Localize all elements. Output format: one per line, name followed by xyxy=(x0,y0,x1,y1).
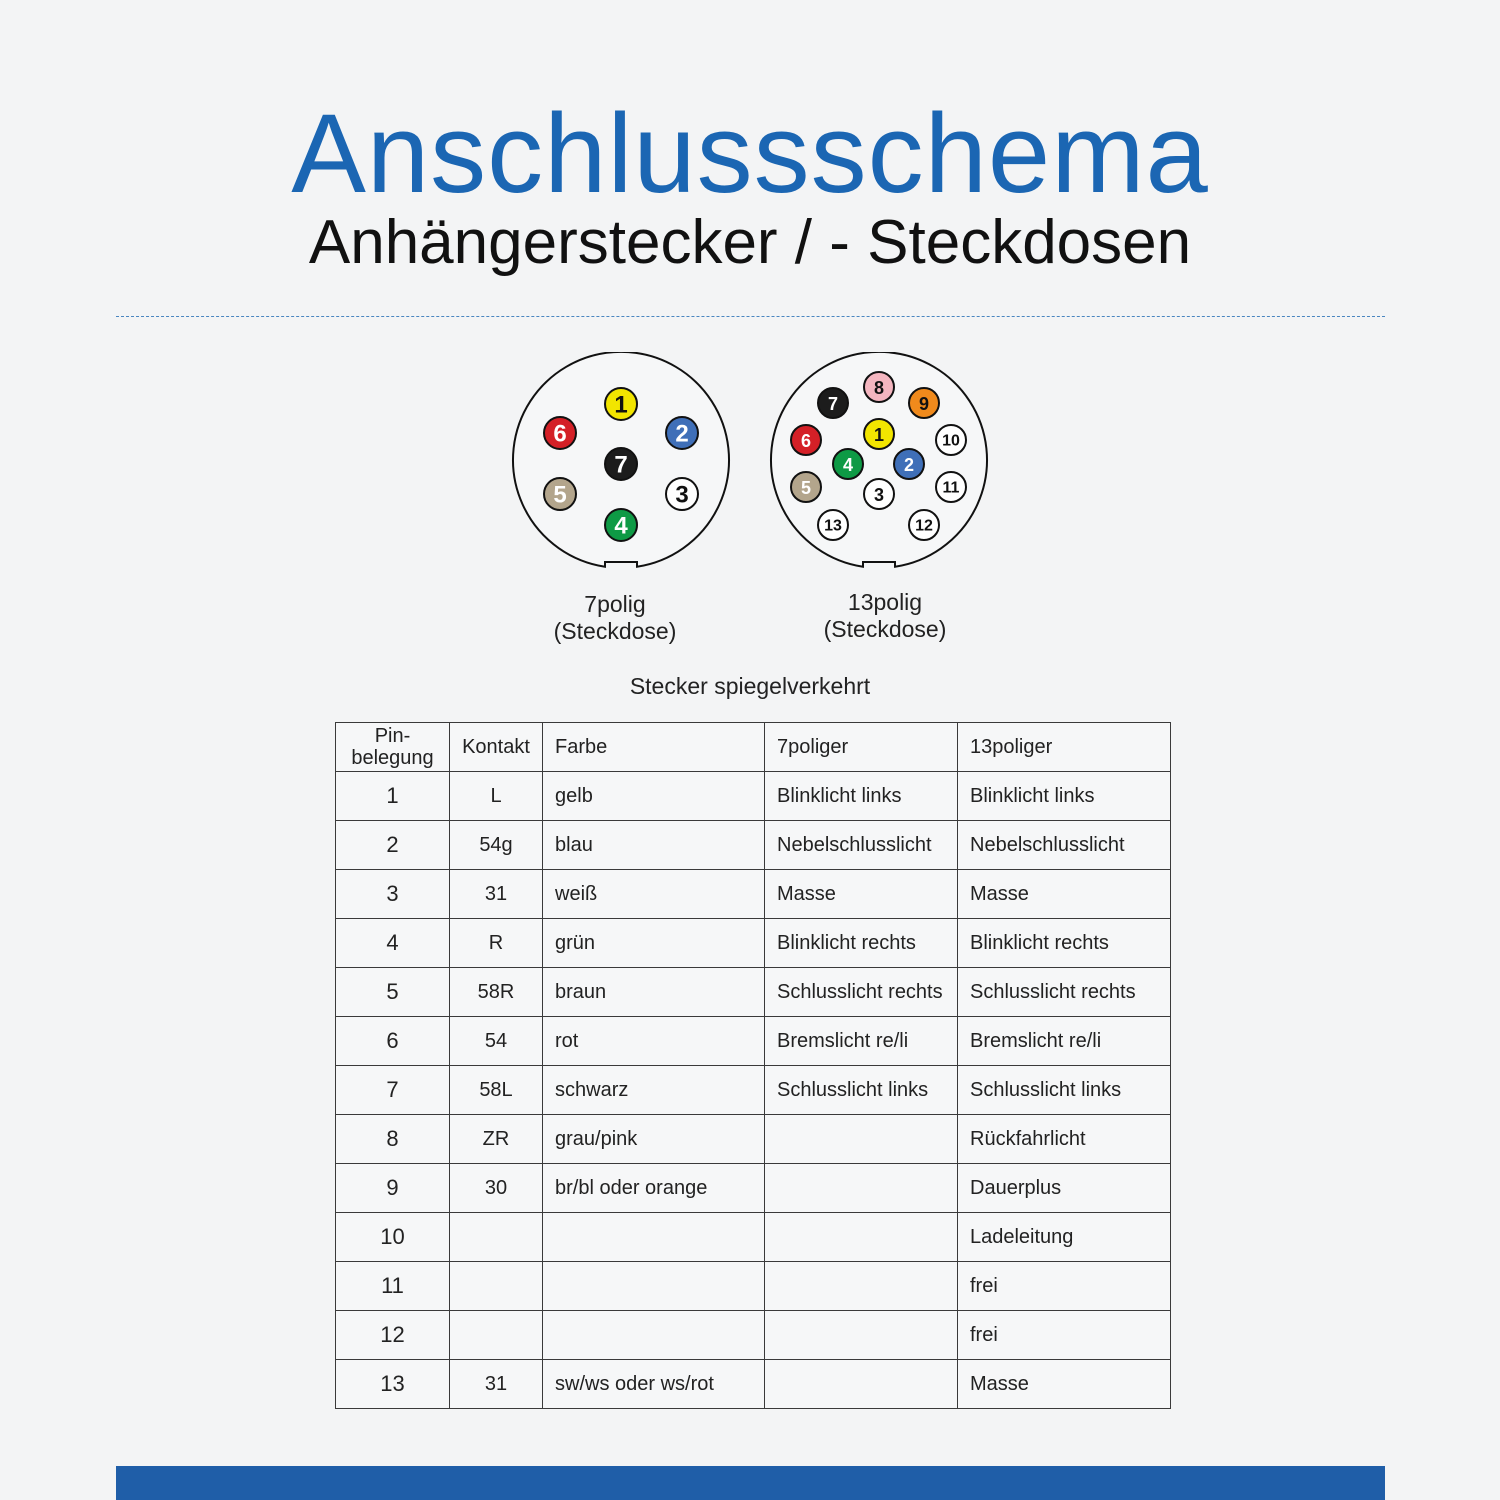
cell-13poliger: frei xyxy=(958,1262,1171,1311)
cell-13poliger: Dauerplus xyxy=(958,1164,1171,1213)
cell-pin: 6 xyxy=(336,1017,450,1066)
socket-7pin-pin-label-6: 6 xyxy=(553,420,567,448)
socket-13pin-pin-label-1: 1 xyxy=(873,425,885,445)
cell-farbe xyxy=(543,1311,765,1360)
table-row xyxy=(336,919,1171,968)
cell-13poliger: Schlusslicht links xyxy=(958,1066,1171,1115)
table-row xyxy=(336,1360,1171,1409)
table-row xyxy=(336,870,1171,919)
cell-7poliger xyxy=(765,1262,958,1311)
socket-13pin-pin-label-3: 3 xyxy=(873,485,885,505)
cell-kontakt: 30 xyxy=(450,1164,543,1213)
socket-7pin-pin-label-4: 4 xyxy=(614,512,628,540)
divider xyxy=(116,316,1385,317)
socket-13pin-pin-label-12: 12 xyxy=(915,517,933,535)
cell-kontakt: 54 xyxy=(450,1017,543,1066)
cell-pin: 7 xyxy=(336,1066,450,1115)
cell-13poliger: Blinklicht links xyxy=(958,772,1171,821)
cell-13poliger: frei xyxy=(958,1311,1171,1360)
cell-pin: 5 xyxy=(336,968,450,1017)
cell-7poliger xyxy=(765,1213,958,1262)
cell-13poliger: Blinklicht rechts xyxy=(958,919,1171,968)
cell-pin: 8 xyxy=(336,1115,450,1164)
cell-pin: 4 xyxy=(336,919,450,968)
table-row xyxy=(336,1164,1171,1213)
table-header-row xyxy=(336,723,1171,772)
cell-7poliger: Blinklicht rechts xyxy=(765,919,958,968)
table-row xyxy=(336,1213,1171,1262)
cell-kontakt: 31 xyxy=(450,1360,543,1409)
cell-farbe: grau/pink xyxy=(543,1115,765,1164)
cell-kontakt: L xyxy=(450,772,543,821)
socket-13pin-pin-label-5: 5 xyxy=(800,478,812,498)
header-kontakt: Kontakt xyxy=(450,723,543,772)
mirror-note: Stecker spiegelverkehrt xyxy=(629,673,871,699)
socket-13pin-caption-name: 13polig xyxy=(847,589,923,615)
cell-7poliger: Schlusslicht links xyxy=(765,1066,958,1115)
cell-13poliger: Ladeleitung xyxy=(958,1213,1171,1262)
cell-7poliger xyxy=(765,1164,958,1213)
cell-farbe: rot xyxy=(543,1017,765,1066)
socket-13pin-caption xyxy=(780,589,990,643)
cell-pin: 13 xyxy=(336,1360,450,1409)
cell-pin: 12 xyxy=(336,1311,450,1360)
socket-7pin-pin-label-2: 2 xyxy=(675,420,689,448)
cell-7poliger: Bremslicht re/li xyxy=(765,1017,958,1066)
header-farbe: Farbe xyxy=(543,723,765,772)
cell-7poliger xyxy=(765,1311,958,1360)
socket-7pin-caption-name: 7polig xyxy=(584,591,646,617)
cell-farbe: braun xyxy=(543,968,765,1017)
cell-farbe: grün xyxy=(543,919,765,968)
cell-farbe: gelb xyxy=(543,772,765,821)
cell-pin: 9 xyxy=(336,1164,450,1213)
socket-7pin-pin-label-5: 5 xyxy=(553,481,567,509)
header-pin xyxy=(336,723,450,772)
page-subtitle: Anhängerstecker / - Steckdosen xyxy=(308,208,1192,277)
table-row xyxy=(336,968,1171,1017)
socket-13pin-pin-label-6: 6 xyxy=(800,431,812,451)
socket-13pin-caption-type: (Steckdose) xyxy=(823,616,947,642)
socket-13pin-pin-label-10: 10 xyxy=(942,432,960,450)
pin-assignment-table xyxy=(335,722,1171,1409)
socket-13pin-pin-label-13: 13 xyxy=(824,517,842,535)
cell-kontakt: 58R xyxy=(450,968,543,1017)
table-row xyxy=(336,1066,1171,1115)
socket-7pin-pin-label-3: 3 xyxy=(675,481,689,509)
header-13poliger: 13poliger xyxy=(958,723,1171,772)
table-row xyxy=(336,821,1171,870)
cell-13poliger: Bremslicht re/li xyxy=(958,1017,1171,1066)
table-row xyxy=(336,1115,1171,1164)
cell-kontakt: R xyxy=(450,919,543,968)
cell-kontakt: ZR xyxy=(450,1115,543,1164)
socket-13pin-pin-label-9: 9 xyxy=(918,394,930,414)
cell-pin: 2 xyxy=(336,821,450,870)
socket-7pin-caption xyxy=(510,591,720,645)
cell-farbe: schwarz xyxy=(543,1066,765,1115)
cell-pin: 11 xyxy=(336,1262,450,1311)
cell-farbe: sw/ws oder ws/rot xyxy=(543,1360,765,1409)
socket-13pin-pin-label-4: 4 xyxy=(842,455,854,475)
cell-farbe: blau xyxy=(543,821,765,870)
cell-kontakt xyxy=(450,1213,543,1262)
socket-7pin-pin-label-7: 7 xyxy=(614,451,628,479)
bottom-bar xyxy=(116,1466,1385,1500)
socket-7pin-diagram xyxy=(510,352,732,574)
cell-farbe xyxy=(543,1213,765,1262)
cell-7poliger: Masse xyxy=(765,870,958,919)
cell-kontakt: 58L xyxy=(450,1066,543,1115)
header-pin-line2: belegung xyxy=(351,747,434,769)
cell-7poliger: Schlusslicht rechts xyxy=(765,968,958,1017)
socket-7pin-pin-label-1: 1 xyxy=(614,391,628,419)
cell-13poliger: Rückfahrlicht xyxy=(958,1115,1171,1164)
socket-13pin-pin-label-2: 2 xyxy=(903,455,915,475)
cell-farbe xyxy=(543,1262,765,1311)
cell-7poliger xyxy=(765,1115,958,1164)
cell-kontakt: 54g xyxy=(450,821,543,870)
cell-13poliger: Schlusslicht rechts xyxy=(958,968,1171,1017)
cell-pin: 3 xyxy=(336,870,450,919)
header-7poliger: 7poliger xyxy=(765,723,958,772)
cell-13poliger: Nebelschlusslicht xyxy=(958,821,1171,870)
cell-7poliger: Blinklicht links xyxy=(765,772,958,821)
socket-13pin-pin-label-11: 11 xyxy=(942,479,960,497)
socket-13pin-diagram xyxy=(768,352,990,574)
table-row xyxy=(336,1262,1171,1311)
socket-13pin-pin-label-8: 8 xyxy=(873,378,885,398)
socket-13pin-pin-label-7: 7 xyxy=(827,394,839,414)
cell-kontakt xyxy=(450,1311,543,1360)
cell-13poliger: Masse xyxy=(958,1360,1171,1409)
cell-pin: 10 xyxy=(336,1213,450,1262)
cell-pin: 1 xyxy=(336,772,450,821)
cell-kontakt: 31 xyxy=(450,870,543,919)
table-row xyxy=(336,1311,1171,1360)
cell-7poliger: Nebelschlusslicht xyxy=(765,821,958,870)
cell-7poliger xyxy=(765,1360,958,1409)
page-title: Anschlussschema xyxy=(291,91,1209,216)
table-row xyxy=(336,772,1171,821)
cell-13poliger: Masse xyxy=(958,870,1171,919)
header-pin-line1: Pin- xyxy=(374,725,411,747)
cell-farbe: br/bl oder orange xyxy=(543,1164,765,1213)
table-row xyxy=(336,1017,1171,1066)
cell-kontakt xyxy=(450,1262,543,1311)
socket-7pin-caption-type: (Steckdose) xyxy=(553,618,677,644)
cell-farbe: weiß xyxy=(543,870,765,919)
